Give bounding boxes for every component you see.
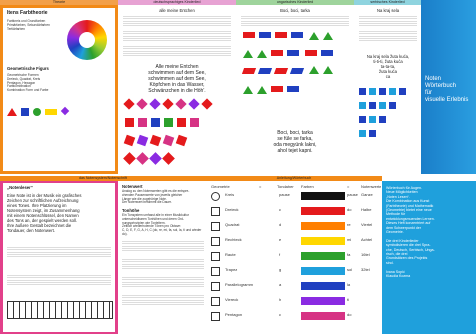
text-line: che, Deutsch, Serbisch, Unga- [386,247,435,252]
shape-icon [211,207,220,216]
color-swatch [301,192,345,200]
header-theorie: Theorie [0,0,118,5]
header-de: deutschsprachiges Kinderlied [118,0,236,5]
color-swatch [301,312,345,320]
text-line: Klaudia Kozma [386,274,411,279]
song-sr-title: Na kraj sela [376,8,400,13]
text-line: Länge wie die zugehörige Note. [122,196,167,201]
lyric-line: ti-ti-ti, žuta kuća [373,59,403,64]
pause-value: g [279,267,282,272]
theory-subtitle: Geometrische Figurs [7,66,49,71]
solfege-value: la [347,282,351,287]
text-line: dem Schwerpunkt der [386,225,421,230]
title-line: visuelle Erlebnis [425,97,469,103]
lyric-line: žuta kuća [379,69,397,74]
pause-value: a [279,282,282,287]
theory-shape-row [7,108,111,148]
text-line: Grundsätzen des Projekts [386,256,428,261]
header-notensystem: das Notensystem/Notenschrift [0,176,206,181]
header-anleitung: Anleitung/Wörterbuch [206,176,382,181]
text-line: chenden Pausenwerte von jeweils gleicher [122,192,183,197]
solfege-value: do [347,207,352,212]
solfege-value: do [347,312,352,317]
solfege-value: fa [347,252,351,257]
song-sr-panel [355,6,421,174]
notenwert-title: Notenwert [122,184,143,189]
pause-value: h [279,297,282,302]
theory-line: Dreieck, Quadrat, Kreis [7,76,41,81]
note-value-label: Ganze [361,192,373,197]
theory-line: Geometrische Formen [7,73,39,77]
shape-name: Kreis [225,192,235,197]
text-line: sind. [386,260,394,265]
color-swatch [301,252,345,260]
text-line: Analog zu den Notenwerten gibt es die entspre- [122,189,190,193]
lyric-line: ca [385,74,391,79]
diamond-icon [61,107,69,115]
square-icon [21,108,29,116]
solfege-value: ti [347,297,349,302]
text-line: Geometrie. [386,230,404,235]
text-line: C, D, E, F, G, A, H, C (do, re, mi, fa, sol, la, ti und wieder do). [122,228,202,236]
lyric-line: se füle se farka, [277,136,313,142]
note-value-label: 16tel [361,252,370,257]
text-line: eines Tones. Ihre Platzierung im [7,203,67,208]
color-wheel-center [79,32,95,48]
lyric-line: Köpfchen in das Wasser, [149,82,205,88]
lyric-line: schwimmen auf dem See, [148,76,206,82]
staff [359,31,417,43]
col-header: Farben [301,184,314,189]
song-hu-panel [237,6,353,174]
theory-panel [3,8,115,171]
rect-icon [45,109,57,115]
col-header: = [347,184,350,189]
note-value-label: 32tel [361,267,370,272]
notenwert-panel [120,183,206,332]
title-line: Noten [425,76,442,82]
shape-icon [211,192,220,201]
note-value-label: Achtel [361,237,373,242]
song-de-panel [119,6,235,174]
text-line: unterscheidbaren Tonhöhen und deren Ord- [122,216,184,221]
theory-line: Kombination Form und Farbe [7,88,49,93]
pause-value: d [279,222,282,227]
staff [7,275,111,287]
solfege-value: re [347,222,351,227]
text-line: „Noten Lesen“. [386,194,410,199]
solfege-value: pause [347,192,358,197]
color-swatch [301,282,345,290]
text-line: Die drei Kinderlieder [386,238,419,243]
color-swatch [301,297,345,305]
song-de-title: alle meine Entchen [159,8,195,13]
shape-name: Quadrat [225,222,240,227]
pause-value: f [279,252,281,257]
sr-shape-grid [359,88,417,148]
dictionary-table [207,183,381,332]
lyric-line: oda megyünk lakni, [273,142,317,148]
notensystem-title: „Notenleser“ [7,185,33,190]
text-line: Die Kombination aus Kunst [386,199,430,204]
shape-icon [211,282,220,291]
staff [122,277,204,289]
staff [123,46,231,58]
text-line: Notensystem zeigt, im Zusammenhang [7,208,80,213]
lyric-line: ta-ta-ta, [380,64,396,69]
shape-name: Trapez [225,267,238,272]
notensystem-panel [3,183,115,332]
text-line: Methode für [386,212,406,217]
col-header: Geometrie [211,184,230,189]
color-swatch [301,222,345,230]
theory-title: Itens Farbtheorie [7,10,48,16]
color-swatch [301,237,345,245]
shape-icon [211,222,220,231]
lyric-line: Na kraj sela žuta kuća, [366,54,410,59]
lyric-line: Boci, boci, tarka [277,130,313,136]
solfege-value: sol [347,267,353,272]
text-line: des Tons an, der gespielt werden soll. [7,218,77,223]
text-line: nungsprinzipien wie Tonleitern. [122,220,166,225]
hu-shape-grid [243,32,347,102]
staff [122,241,204,253]
shape-icon [211,237,220,246]
staff [122,295,204,307]
shape-name: Rechteck [225,237,242,242]
staff [122,259,204,271]
shape-name: Raute [225,252,236,257]
circle-icon [33,108,41,116]
note-value-label: Viertel [361,222,373,227]
theory-line: Tertiärfarben [7,26,25,31]
note-value-label: Halbe [361,207,372,212]
text-line: Eine Note ist in der Musik ein grafisches [7,193,82,198]
pause-value: e [279,237,282,242]
text-line: Wörterbuch für Augen. [386,186,422,190]
text-line: Zeitlich wiederholende Tönen pro Oktave: [122,224,181,229]
header-hu: ungarisches Kinderlied [236,0,354,5]
text-line: Ihre äußere Gestalt bezeichnet die [7,223,72,228]
text-line: risch, die drei [386,252,408,257]
pause-value: c [279,312,281,317]
pause-value: c [279,207,281,212]
lyric-line: Schwänzchen in die Höh'. [148,88,206,94]
cover-title [425,76,468,104]
text-line: Zeichen zur schriftlichen Aufzeichnung [7,198,79,203]
shape-icon [211,297,220,306]
de-shape-grid [125,100,229,172]
piano-keys [7,301,113,319]
staff [7,247,111,259]
shape-icon [211,312,220,321]
lyric-line: schwimmen auf dem See, [148,70,206,76]
text-line: Tondauer, den Notenwert. [7,228,55,233]
staff [123,16,231,28]
shape-name: Pentagon [225,312,243,317]
shape-name: Dreieck [225,207,239,212]
theory-line: Farbkreis und Grundfarben [7,19,46,23]
shape-name: Parallelogramm [225,282,254,287]
text-line: Ivana Sopić [386,269,405,274]
text-line: mit einem Notenschlüssel, den Namen [7,213,79,218]
theory-line: Farbkombination [7,84,31,89]
staff [359,16,417,28]
text-line: Dieses Heft konzentriert auf [386,221,431,226]
theory-line: Pentagon, Hexagon [7,80,36,85]
text-line: Der Notenwert bestimmt die Dauer. [122,200,172,205]
theory-line: Primärfarben, Sekundärfarben [7,22,50,27]
text-line: (Geometrie) bietet eine neue [386,208,432,213]
color-swatch [301,267,345,275]
col-header: = [259,184,262,189]
lyric-line: ahol tejet kapni. [277,148,313,154]
lyric-line: Alle meine Entchen [155,64,199,70]
shape-icon [211,267,220,276]
col-header: Notenwerte [361,184,381,189]
song-hu-title: Boci, boci, tarka [280,8,310,13]
title-line: Wörterbuch [425,83,457,89]
solfege-value: mi [347,237,352,242]
text-line: symbolisieren die drei Spra- [386,243,431,248]
triangle-icon [7,108,17,116]
tonhoehe-title: Tonhöhe [122,208,140,213]
staff [241,16,349,28]
pause-value: pause [279,192,290,197]
color-swatch [301,207,345,215]
shape-name: Viereck [225,297,239,302]
text-line: (Farbtheorie) und Mathematik [386,203,434,208]
text-line: entwicklungsmuenden Lernen. [386,216,435,221]
shape-icon [211,252,220,261]
title-line: für [425,90,433,96]
staff [123,31,231,43]
header-sr: serbisches Kinderlied [354,0,421,5]
text-line: Neue Möglichkeiten [386,190,418,195]
text-line: Ein Tonsystem umfasst alle in einer Musikkultur [122,213,189,217]
col-header: Tondaher [277,184,294,189]
